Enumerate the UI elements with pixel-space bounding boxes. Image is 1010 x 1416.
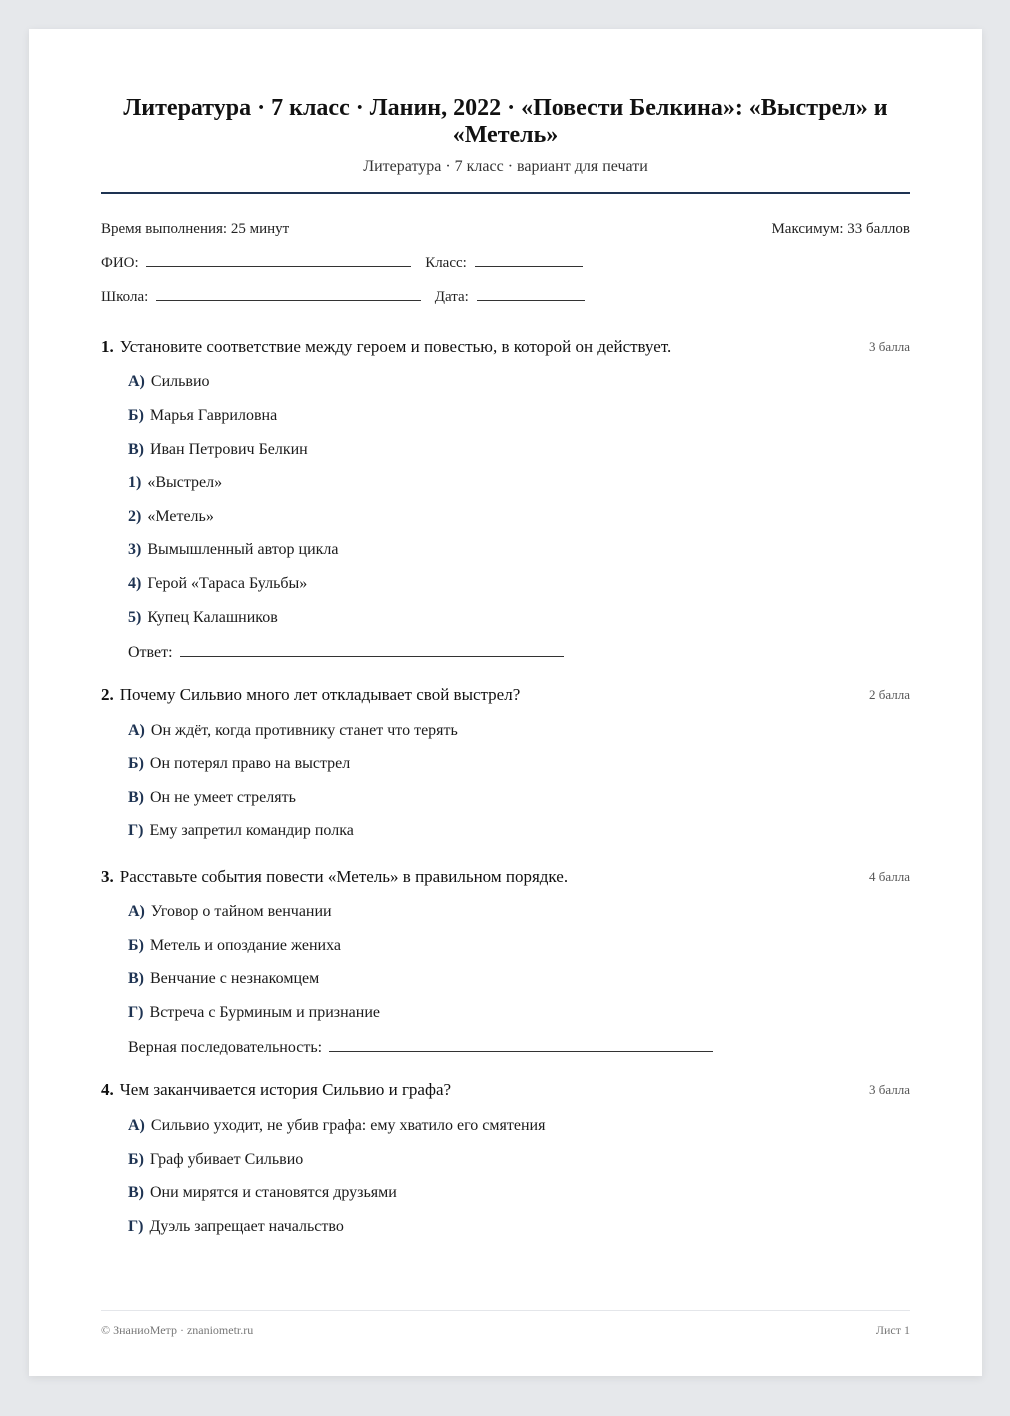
option-text: Венчание с незнакомцем [150, 970, 320, 987]
question-points: 3 балла [869, 339, 910, 354]
info-row-time [101, 219, 910, 239]
option-text: Граф убивает Сильвио [149, 1151, 304, 1168]
option-text: Вымышленный автор цикла [147, 541, 339, 558]
school-field[interactable] [156, 286, 421, 301]
school-label: Школа: [101, 289, 149, 305]
class-field[interactable] [475, 252, 583, 267]
time-limit: Время выполнения: 25 минут [101, 221, 290, 237]
option-item [128, 440, 308, 460]
question-points: 3 балла [869, 1082, 910, 1097]
footer-divider [101, 1310, 910, 1311]
option-item [128, 1183, 397, 1203]
max-score: Максимум: 33 баллов [771, 221, 910, 237]
footer-copyright: © ЗнаниоМетр · znaniometr.ru [101, 1323, 254, 1337]
answer-label: Ответ: [128, 644, 173, 661]
option-item [128, 372, 210, 392]
header-divider [101, 192, 910, 194]
option-label: 4) [128, 575, 142, 592]
option-label: В) [128, 1184, 144, 1201]
option-text: Купец Калашников [147, 609, 278, 626]
sequence-answer-line [128, 1037, 713, 1058]
option-label: 2) [128, 508, 142, 525]
answer-field[interactable] [329, 1037, 713, 1052]
option-item [128, 608, 278, 628]
option-text: Он потерял право на выстрел [149, 755, 351, 772]
answer-label: Верная последовательность: [128, 1039, 323, 1056]
option-text: Уговор о тайном венчании [150, 903, 332, 920]
fio-label: ФИО: [101, 255, 139, 271]
option-item [128, 1150, 303, 1170]
option-item [128, 969, 319, 989]
option-text: «Выстрел» [147, 474, 223, 491]
option-item [128, 1003, 380, 1023]
answer-line [128, 642, 564, 663]
class-label: Класс: [425, 255, 467, 271]
option-label: В) [128, 970, 144, 987]
question-number: 4. [101, 1080, 114, 1099]
option-label: 1) [128, 474, 142, 491]
option-label: А) [128, 373, 145, 390]
question-text: Установите соответствие между героем и повестью, в которой он действует. [119, 337, 672, 356]
option-label: А) [128, 903, 145, 920]
question-text: Расставьте события повести «Метель» в правильном порядке. [119, 867, 569, 886]
question-number: 3. [101, 867, 114, 886]
question-2 [101, 684, 910, 839]
option-text: Сильвио уходит, не убив графа: ему хватило его смятения [150, 1117, 546, 1134]
option-item [128, 507, 214, 527]
question-4 [101, 1079, 910, 1235]
option-text: Ему запретил командир полка [149, 822, 354, 839]
option-text: Он не умеет стрелять [150, 789, 296, 806]
option-label: 3) [128, 541, 142, 558]
option-label: Б) [128, 937, 144, 954]
question-text: Почему Сильвио много лет откладывает свой выстрел? [119, 685, 521, 704]
option-item [128, 406, 277, 426]
option-text: Метель и опоздание жениха [149, 937, 341, 954]
option-label: А) [128, 722, 145, 739]
question-points: 4 балла [869, 869, 910, 884]
fio-field[interactable] [146, 252, 411, 267]
date-label: Дата: [434, 289, 469, 305]
option-text: Иван Петрович Белкин [150, 441, 308, 458]
info-row-fio [101, 252, 910, 273]
option-item [128, 473, 222, 493]
page-footer [101, 1323, 910, 1338]
question-3 [101, 866, 910, 1056]
question-text: Чем заканчивается история Сильвио и графа? [119, 1080, 452, 1099]
option-label: Г) [128, 1004, 144, 1021]
option-item [128, 721, 458, 741]
option-text: Они мирятся и становятся друзьями [150, 1184, 397, 1201]
option-label: Б) [128, 1151, 144, 1168]
option-item [128, 540, 339, 560]
option-text: Сильвио [150, 373, 210, 390]
question-1 [101, 336, 910, 661]
option-text: Он ждёт, когда противнику станет что терять [150, 722, 458, 739]
option-item [128, 902, 332, 922]
option-label: В) [128, 441, 144, 458]
question-3-header [101, 866, 910, 888]
question-2-header [101, 684, 910, 706]
page-subtitle: Литература · 7 класс · вариант для печати [363, 158, 648, 175]
option-label: Б) [128, 407, 144, 424]
option-item [128, 1116, 545, 1136]
option-item [128, 936, 341, 956]
option-item [128, 754, 350, 774]
option-text: Марья Гавриловна [149, 407, 278, 424]
option-text: «Метель» [147, 508, 214, 525]
question-number: 1. [101, 337, 114, 356]
option-item [128, 788, 296, 808]
question-4-header [101, 1079, 910, 1101]
option-label: 5) [128, 609, 142, 626]
question-1-header [101, 336, 910, 358]
option-label: Г) [128, 1218, 144, 1235]
option-item [128, 821, 354, 841]
question-number: 2. [101, 685, 114, 704]
page-title: Литература · 7 класс · Ланин, 2022 · «Повести Белкина»: «Выстрел» и «Метель» [123, 95, 888, 148]
option-text: Герой «Тараса Бульбы» [147, 575, 308, 592]
option-label: Г) [128, 822, 144, 839]
option-label: В) [128, 789, 144, 806]
page-content [101, 29, 910, 1376]
question-points: 2 балла [869, 687, 910, 702]
option-item [128, 1217, 344, 1237]
date-field[interactable] [477, 286, 585, 301]
worksheet-page [29, 29, 982, 1376]
option-item [128, 574, 307, 594]
answer-field[interactable] [180, 642, 564, 657]
option-text: Встреча с Бурминым и признание [149, 1004, 380, 1021]
option-label: А) [128, 1117, 145, 1134]
info-row-school [101, 286, 910, 307]
option-label: Б) [128, 755, 144, 772]
page-number: Лист 1 [875, 1323, 910, 1337]
option-text: Дуэль запрещает начальство [149, 1218, 344, 1235]
